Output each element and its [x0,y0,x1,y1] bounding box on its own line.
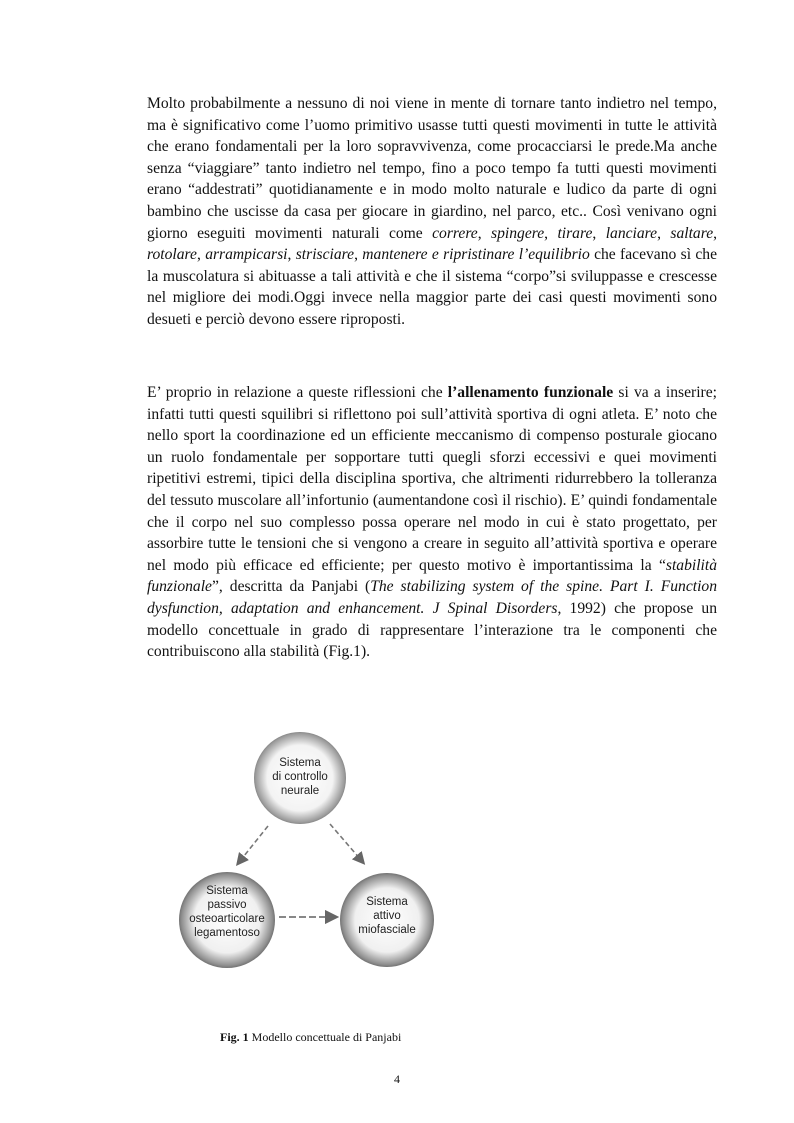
italic-term: tirare [557,224,593,242]
separator: , [592,224,606,242]
text-run: che facevano sì che la muscolatura si abituasse a tali attività e che il sistema “corpo”si sviluppasse e crescesse nel migliore dei modi.Oggi invece nella maggior parte dei casi questi movimenti sono desueti e perciò devono essere riproposti. [147,246,717,328]
node-passive-system [179,872,275,968]
arrow-top-to-left [240,826,268,861]
panjabi-model-figure [172,718,442,988]
node-passive-system-line: osteoarticolare [189,913,265,925]
arrow-top-to-right [330,824,361,860]
text-run: si va a inserire; infatti tutti questi squilibri si riflettono poi sull’attività sportiva di ogni atleta. E’ noto che nello sport la coordinazione ed un efficiente meccanismo di compenso posturale giocano un ruolo fondamentale per sopportare tutti quegli sforzi eccessivi e quei movimenti ripetitivi estremi, tipici della disciplina sportiva, che altrimenti ridurrebbero la tolleranza del tessuto muscolare all’infortunio (aumentandone così il rischio). E’ quindi fondamentale che il corpo nel suo complesso possa operare nel modo in cui è stato progettato, per assorbire tutte le tensioni che si vengono a creare in seguito all’attività sportiva e operare nel modo più efficace ed efficiente; per questo motivo è importantissima la “ [147,384,717,574]
italic-term: lanciare [605,224,658,242]
italic-term: saltare [670,224,714,242]
italic-term: mantenere e ripristinare l’equilibrio [362,246,590,264]
italic-term: stabilità funzionale [147,556,717,596]
separator: , [657,224,671,242]
node-active-system-line: miofasciale [358,924,416,936]
separator: , [713,224,718,242]
node-passive-system-line: Sistema [206,885,248,897]
separator: , [196,246,206,264]
node-active-system-line: Sistema [366,896,408,908]
text-run: E’ proprio in relazione a queste riflessioni che [147,384,448,401]
figure-label: Fig. 1 [220,1030,249,1044]
panjabi-diagram [172,718,442,988]
node-neural-control-line: Sistema [279,757,321,769]
separator: , [477,224,492,242]
separator: , [544,224,558,242]
node-active-system [340,873,434,967]
bold-term: l’allenamento funzionale [447,384,614,401]
separator: , [287,246,296,264]
text-run: ”, descritta da Panjabi ( [211,578,371,596]
text-run: Molto probabilmente a nessuno di noi viene in mente di tornare tanto indietro nel tempo, ma è significativo come l’uomo primitivo usasse tutti questi movimenti in tutte le attività che erano fondamentali per la loro sopravvivenza, come procacciarsi le prede.Ma anche senza “viaggiare” tanto indietro nel tempo, fino a poco tempo fa tutti questi movimenti erano “addestrati” quotidianamente e in modo molto naturale e ludico da parte di ogni bambino che uscisse da casa per giocare in giardino, nel parco, etc.. Così venivano ogni giorno eseguiti movimenti naturali come [147,95,717,242]
figure-caption [220,1030,520,1044]
node-active-system-line: attivo [373,910,401,922]
italic-term: correre [432,224,478,242]
figure-caption-text: Modello concettuale di Panjabi [248,1030,402,1044]
page-number: 4 [394,1072,400,1086]
node-neural-control [254,732,346,824]
node-passive-system-line: legamentoso [194,927,260,939]
paragraph-primitive-movements [147,93,717,331]
citation-title: The stabilizing system of the spine. Part I. Function dysfunction, adaptation and enhancement. J Spinal Disorders [147,578,717,617]
node-neural-control-line: di controllo [272,771,328,783]
italic-term: arrampicarsi [205,246,288,264]
paragraph-functional-training [147,382,717,663]
separator: , [354,246,363,264]
italic-term: rotolare [147,246,197,264]
node-passive-system-line: passivo [207,899,247,911]
italic-term: spingere [491,224,545,242]
text-run: , 1992) che propose un modello concettuale in grado di rappresentare l’interazione tra le componenti che contribuiscono alla stabilità (Fig.1). [147,599,717,661]
italic-term: strisciare [295,246,355,264]
node-neural-control-line: neurale [280,785,320,797]
